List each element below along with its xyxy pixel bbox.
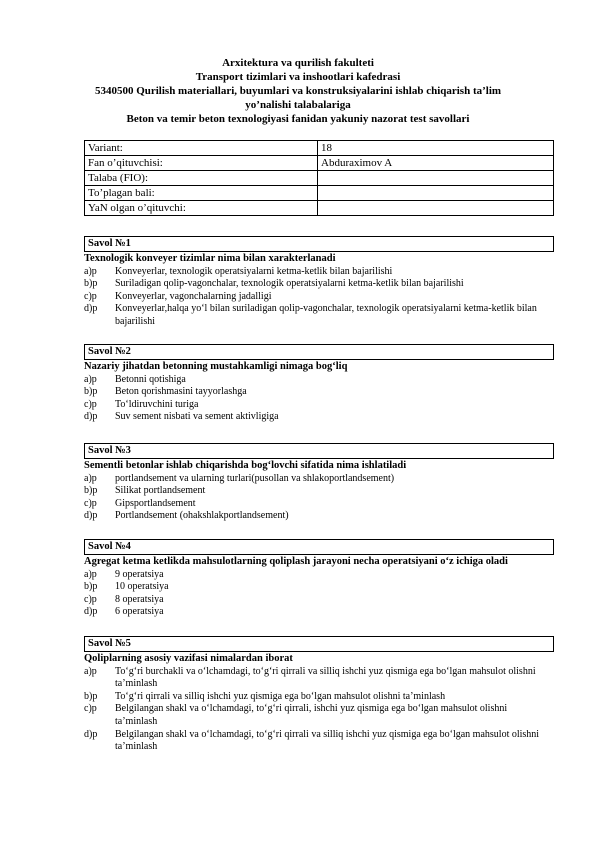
option-text: To‘ldiruvchini turiga — [115, 398, 199, 410]
option-key: b)p — [84, 485, 98, 497]
option-key: d)p — [84, 728, 98, 740]
option-a[interactable] — [84, 266, 554, 279]
info-value: Abduraximov A — [318, 156, 554, 171]
option-c[interactable] — [84, 594, 554, 607]
option-b[interactable] — [84, 485, 554, 498]
option-key: b)p — [84, 278, 98, 290]
option-key: d)p — [84, 510, 98, 522]
option-key: d)p — [84, 303, 98, 315]
info-value — [318, 171, 554, 186]
option-c[interactable] — [84, 399, 554, 412]
option-b[interactable] — [84, 691, 554, 704]
option-key: c)p — [84, 703, 97, 715]
exam-title: Beton va temir beton texnologiyasi fanidan yakuniy nazorat test savollari — [126, 113, 470, 125]
question-3 — [84, 443, 554, 523]
info-row-student — [85, 171, 554, 186]
info-row-examiner — [85, 201, 554, 216]
option-text: Suriladigan qolip-vagonchalar, texnologik operatsiyalarni ketma-ketlik bilan bajarilishi — [115, 278, 464, 290]
info-label: Fan o’qituvchisi: — [85, 156, 318, 171]
option-text: Suv sement nisbati va sement aktivligiga — [115, 411, 279, 423]
question-title: Savol №4 — [84, 539, 554, 555]
info-value: 18 — [318, 141, 554, 156]
program-title: 5340500 Qurilish materiallari, buyumlari va konstruksiyalarini ishlab chiqarish ta’lim — [94, 85, 502, 97]
info-row-score — [85, 186, 554, 201]
option-text: Belgilangan shakl va o‘lchamdagi, to‘g‘ri qirrali va silliq ishchi yuz qismiga ega bo‘lgan mahsulot olishni ta’minlash — [115, 728, 540, 753]
option-text: Konveyerlar,halqa yo‘l bilan suriladigan qolip-vagonchalar, texnologik operatsiyalarni ketma-ketlik bilan bajarilishi — [115, 303, 537, 327]
document-header — [70, 56, 526, 126]
option-a[interactable] — [84, 666, 554, 691]
option-key: c)p — [84, 593, 97, 605]
option-a[interactable] — [84, 374, 554, 387]
option-c[interactable] — [84, 498, 554, 511]
question-text: Qoliplarning asosiy vazifasi nimalardan iborat — [84, 653, 293, 664]
option-key: a)p — [84, 265, 97, 277]
option-key: d)p — [84, 411, 98, 423]
option-d[interactable] — [84, 303, 554, 328]
option-text: To‘g‘ri qirrali va silliq ishchi yuz qismiga ega bo‘lgan mahsulot olishni ta’minlash — [115, 690, 446, 702]
info-value — [318, 186, 554, 201]
option-text: Konveyerlar, texnologik operatsiyalarni ketma-ketlik bilan bajarilishi — [115, 265, 393, 277]
option-key: b)p — [84, 581, 98, 593]
option-text: Beton qorishmasini tayyorlashga — [115, 386, 247, 398]
option-key: b)p — [84, 386, 98, 398]
option-text: To‘g‘ri burchakli va o‘lchamdagi, to‘g‘ri qirrali va silliq ishchi yuz qismiga ega bo‘lgan mahsulot olishni ta’minlash — [115, 665, 536, 690]
info-table — [84, 140, 554, 216]
option-text: 8 operatsiya — [115, 593, 164, 605]
info-label: Variant: — [85, 141, 318, 156]
option-text: Belgilangan shakl va o‘lchamdagi, to‘g‘ri qirrali, ishchi yuz qismiga ega bo‘lgan mahsulot olishni ta’minlash — [115, 703, 508, 727]
question-5 — [84, 636, 554, 754]
question-title: Savol №3 — [84, 443, 554, 459]
option-d[interactable] — [84, 729, 554, 754]
question-4 — [84, 539, 554, 619]
info-row-teacher — [85, 156, 554, 171]
option-b[interactable] — [84, 581, 554, 594]
info-row-variant — [85, 141, 554, 156]
option-key: a)p — [84, 373, 97, 385]
option-b[interactable] — [84, 386, 554, 399]
option-text: 10 operatsiya — [115, 581, 169, 593]
question-2 — [84, 344, 554, 424]
option-b[interactable] — [84, 278, 554, 291]
question-title: Savol №1 — [84, 236, 554, 252]
option-a[interactable] — [84, 569, 554, 582]
option-d[interactable] — [84, 411, 554, 424]
option-key: a)p — [84, 665, 97, 677]
option-text: 6 operatsiya — [115, 606, 164, 618]
program-title-cont: yo’nalishi talabalariga — [245, 99, 351, 111]
option-text: Silikat portlandsement — [115, 485, 206, 497]
question-text: Texnologik konveyer tizimlar nima bilan xarakterlanadi — [84, 253, 336, 264]
option-text: portlandsement va ularning turlari(pusollan va shlakoportlandsement) — [115, 472, 395, 484]
option-text: 9 operatsiya — [115, 568, 164, 580]
option-text: Konveyerlar, vagonchalarning jadalligi — [115, 290, 272, 302]
option-text: Betonni qotishiga — [115, 373, 186, 385]
option-c[interactable] — [84, 291, 554, 304]
option-c[interactable] — [84, 703, 554, 728]
department-title: Transport tizimlari va inshootlari kafedrasi — [195, 71, 401, 83]
question-text: Agregat ketma ketlikda mahsulotlarning qoliplash jarayoni necha operatsiyani o‘z ichiga oladi — [84, 556, 508, 567]
option-key: a)p — [84, 472, 97, 484]
question-text: Nazariy jihatdan betonning mustahkamligi nimaga bog‘liq — [84, 361, 348, 372]
faculty-title: Arxitektura va qurilish fakulteti — [222, 57, 374, 69]
option-key: a)p — [84, 568, 97, 580]
option-key: c)p — [84, 398, 97, 410]
option-text: Portlandsement (ohakshlakportlandsement) — [115, 510, 289, 522]
question-text: Sementli betonlar ishlab chiqarishda bog‘lovchi sifatida nima ishlatiladi — [84, 460, 407, 471]
option-d[interactable] — [84, 606, 554, 619]
option-key: c)p — [84, 290, 97, 302]
info-label: YaN olgan o’qituvchi: — [85, 201, 318, 216]
option-key: d)p — [84, 606, 98, 618]
option-key: c)p — [84, 497, 97, 509]
option-text: Gipsportlandsement — [115, 497, 196, 509]
question-title: Savol №2 — [84, 344, 554, 360]
option-key: b)p — [84, 690, 98, 702]
question-1 — [84, 236, 554, 329]
option-d[interactable] — [84, 510, 554, 523]
info-label: To’plagan bali: — [85, 186, 318, 201]
option-a[interactable] — [84, 473, 554, 486]
question-title: Savol №5 — [84, 636, 554, 652]
info-label: Talaba (FIO): — [85, 171, 318, 186]
info-value — [318, 201, 554, 216]
